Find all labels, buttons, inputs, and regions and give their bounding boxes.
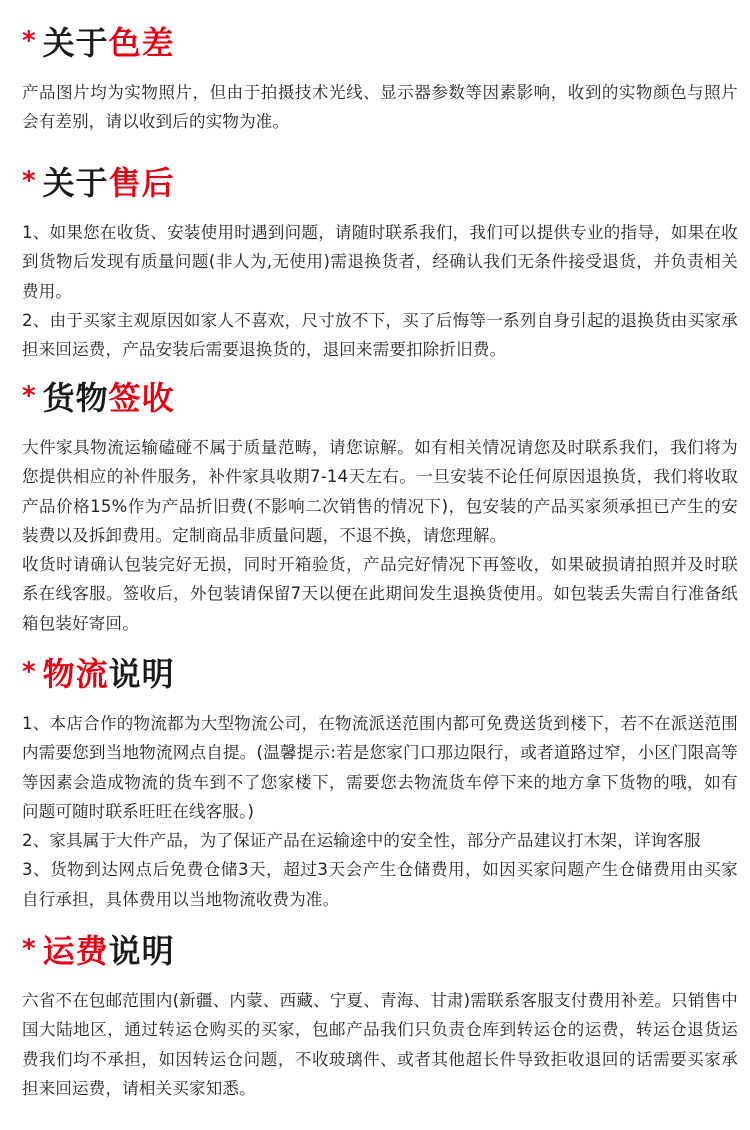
heading-red-part: 运费 <box>42 932 109 970</box>
heading-red-part: 物流 <box>42 655 109 693</box>
star-marker: * <box>22 657 37 687</box>
section-heading <box>22 22 738 64</box>
section-color-difference <box>22 22 738 137</box>
heading-black-suffix: 说明 <box>108 932 175 970</box>
section-body <box>22 433 738 638</box>
section-after-sales <box>22 162 738 364</box>
section-body <box>22 218 738 364</box>
heading-black-part: 关于 <box>42 24 109 62</box>
paragraph: 1、如果您在收货、安装使用时遇到问题，请随时联系我们，我们可以提供专业的指导，如果在收到货物后发现有质量问题(非人为,无使用)需退换货者，经确认我们无条件接受退货，并负责相关费用。 <box>22 223 738 301</box>
paragraph: 3、货物到达网点后免费仓储3天，超过3天会产生仓储费用，如因买家问题产生仓储费用由买家自行承担，具体费用以当地物流收费为准。 <box>22 860 738 909</box>
heading-red-part: 色差 <box>108 24 175 62</box>
heading-red-part: 售后 <box>108 164 175 202</box>
paragraph: 大件家具物流运输磕碰不属于质量范畴，请您谅解。如有相关情况请您及时联系我们，我们将为您提供相应的补件服务，补件家具收期7-14天左右。一旦安装不论任何原因退换货，我们将收取产品价格15%作为产品折旧费(不影响二次销售的情况下)，包安装的产品买家须承担已产生的安装费以及拆卸费用。定制商品非质量问题，不退不换，请您理解。 <box>22 438 738 545</box>
section-body <box>22 709 738 914</box>
star-marker: * <box>22 381 37 411</box>
section-goods-receipt <box>22 377 738 638</box>
heading-black-part: 关于 <box>42 164 109 202</box>
paragraph: 2、家具属于大件产品，为了保证产品在运输途中的安全性，部分产品建议打木架，详询客服 <box>22 831 701 851</box>
paragraph: 产品图片均为实物照片，但由于拍摄技术光线、显示器参数等因素影响，收到的实物颜色与照片会有差别，请以收到后的实物为准。 <box>22 83 738 132</box>
section-heading <box>22 653 738 695</box>
section-heading <box>22 930 738 972</box>
star-marker: * <box>22 26 37 56</box>
paragraph: 六省不在包邮范围内(新疆、内蒙、西藏、宁夏、青海、甘肃)需联系客服支付费用补差。只销售中国大陆地区，通过转运仓购买的买家，包邮产品我们只负责仓库到转运仓的运费，转运仓退货运费我们均不承担，如因转运仓问题，不收玻璃件、或者其他超长件导致拒收退回的话需要买家承担来回运费，请相关买家知悉。 <box>22 991 738 1098</box>
star-marker: * <box>22 166 37 196</box>
paragraph: 1、本店合作的物流都为大型物流公司，在物流派送范围内都可免费送货到楼下，若不在派送范围内需要您到当地物流网点自提。(温馨提示:若是您家门口那边限行，或者道路过窄，小区门限高等等因素会造成物流的货车到不了您家楼下，需要您去物流货车停下来的地方拿下货物的哦，如有问题可随时联系旺旺在线客服。) <box>22 714 738 821</box>
section-body <box>22 78 738 137</box>
section-logistics <box>22 653 738 914</box>
heading-black-part: 货物 <box>42 379 109 417</box>
section-shipping-fee <box>22 930 738 1103</box>
section-body <box>22 986 738 1103</box>
section-heading <box>22 162 738 204</box>
paragraph: 2、由于买家主观原因如家人不喜欢，尺寸放不下，买了后悔等一系列自身引起的退换货由买家承担来回运费，产品安装后需要退换货的，退回来需要扣除折旧费。 <box>22 310 738 360</box>
heading-black-suffix: 说明 <box>108 655 175 693</box>
star-marker: * <box>22 934 37 964</box>
section-heading <box>22 377 738 419</box>
heading-red-part: 签收 <box>108 379 175 417</box>
paragraph: 收货时请确认包装完好无损，同时开箱验货，产品完好情况下再签收，如果破损请拍照并及时联系在线客服。签收后，外包装请保留7天以便在此期间发生退换货使用。如包装丢失需自行准备纸箱包装好寄回。 <box>22 555 738 633</box>
